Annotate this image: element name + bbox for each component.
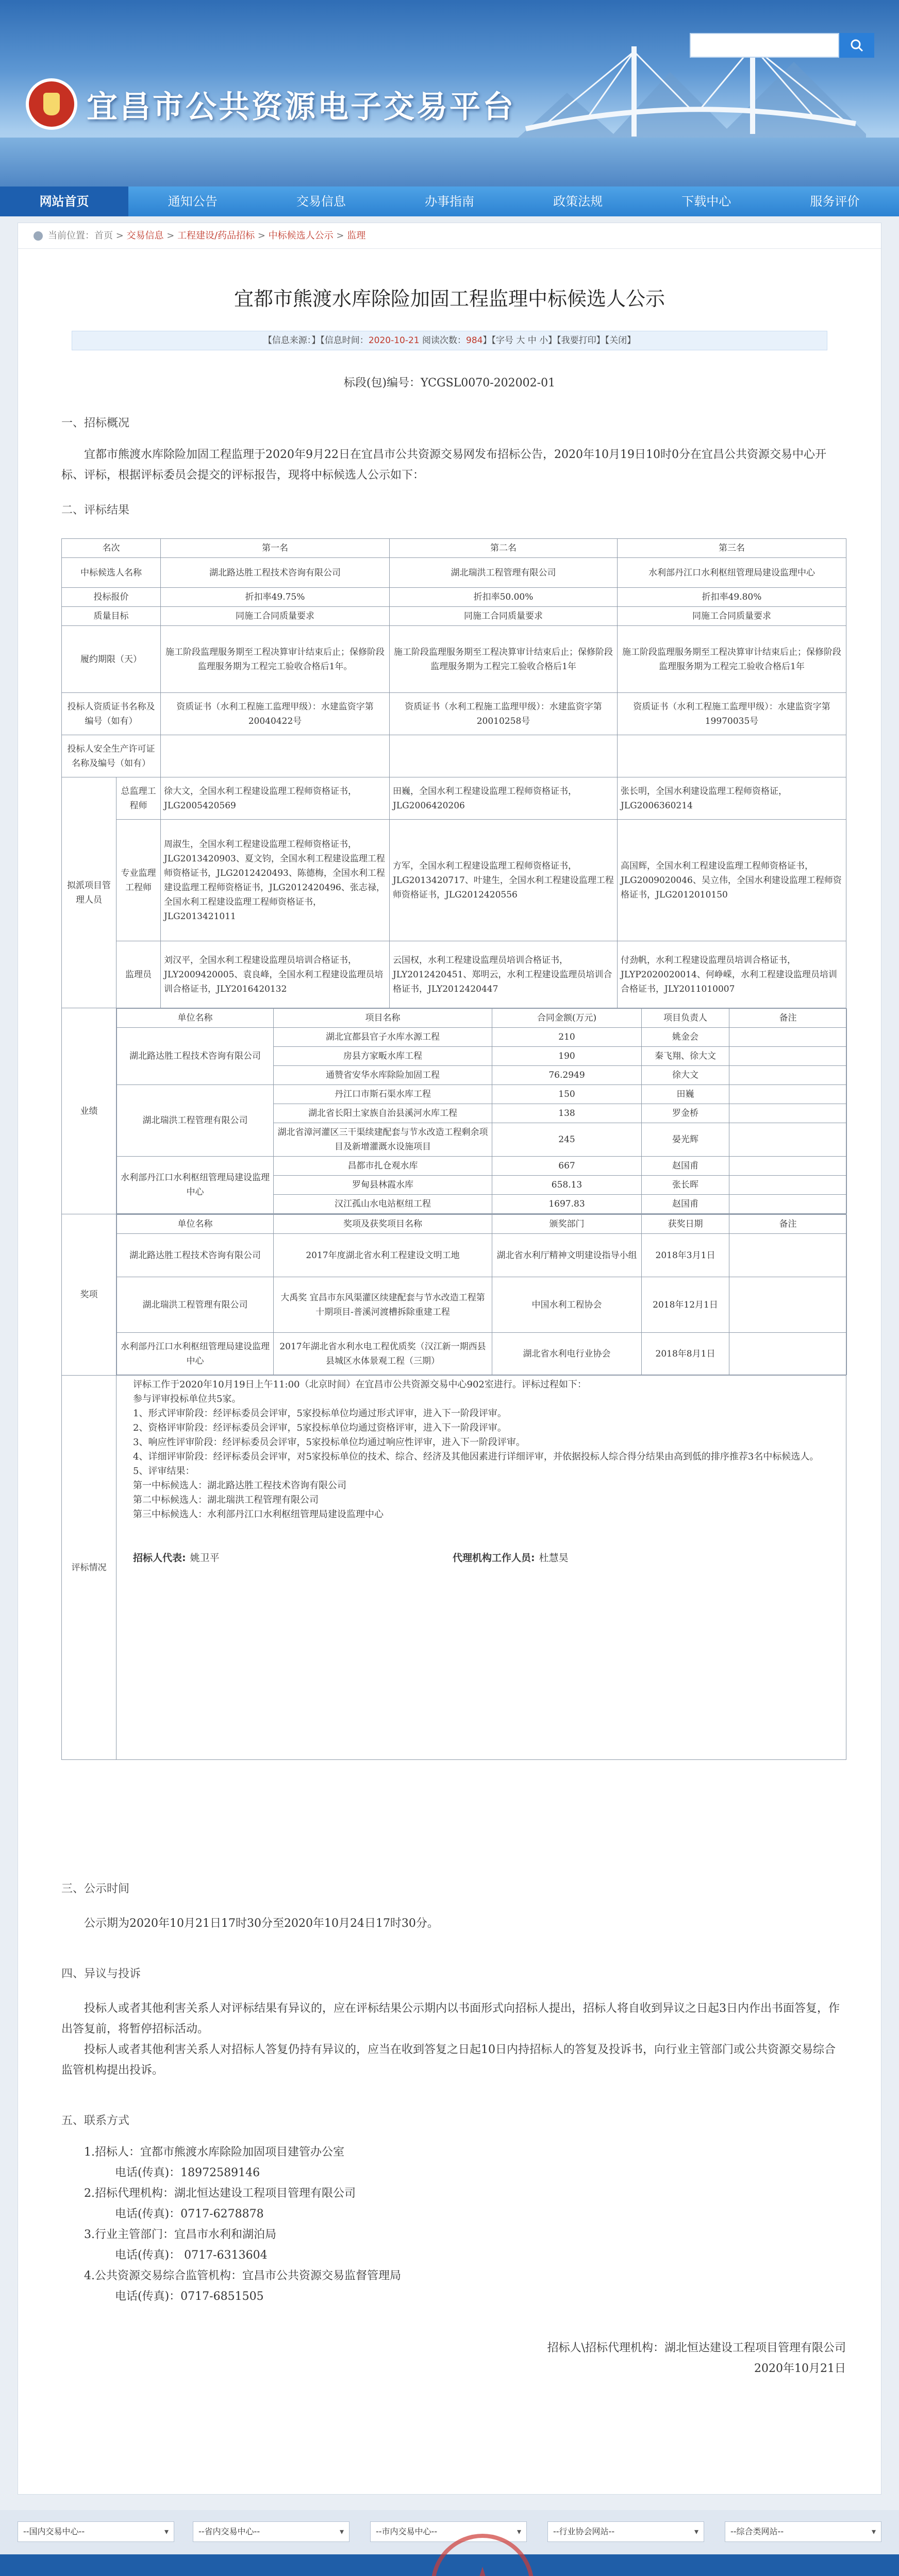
table-row bbox=[62, 558, 846, 588]
tenderer-rep-label: 招标人代表: bbox=[133, 1552, 186, 1564]
perf-cell: 田巍 bbox=[642, 1085, 729, 1104]
perf-cell: 通赞省安华水库除险加固工程 bbox=[274, 1066, 492, 1085]
award-header-cell: 获奖日期 bbox=[642, 1215, 729, 1234]
award-cell: 2018年12月1日 bbox=[642, 1277, 729, 1333]
award-cell: 湖北路达胜工程技术咨询有限公司 bbox=[117, 1234, 274, 1277]
table-row bbox=[62, 820, 846, 941]
eval-line: 参与评审投标单位共5家。 bbox=[133, 1394, 241, 1404]
table-cell: 资质证书（水利工程施工监理甲级）：水建监资字第19970035号 bbox=[618, 693, 846, 735]
select-city-centers[interactable]: --市内交易中心-- ▾ bbox=[370, 2521, 527, 2542]
perf-header-cell: 备注 bbox=[729, 1009, 847, 1028]
table-row bbox=[62, 777, 846, 820]
agent-staff-value: 杜慧昊 bbox=[539, 1552, 569, 1564]
eval-line: 第三中标候选人：水利部丹江口水利枢纽管理局建设监理中心 bbox=[133, 1509, 384, 1520]
info-time-value: 2020-10-21 bbox=[368, 335, 420, 346]
award-cell: 2018年8月1日 bbox=[642, 1333, 729, 1375]
table-header-row bbox=[62, 539, 846, 558]
perf-cell: 房县方家畈水库工程 bbox=[274, 1047, 492, 1066]
eval-line: 2、资格评审阶段：经评标委员会评审，5家投标单位均通过资格评审，进入下一阶段评审。 bbox=[133, 1422, 507, 1433]
table-cell: 折扣率49.80% bbox=[618, 588, 846, 607]
eval-line: 评标工作于2020年10月19日上午11:00（北京时间）在宜昌市公共资源交易中心902室进行。评标过程如下： bbox=[133, 1379, 587, 1390]
perf-cell bbox=[729, 1066, 847, 1085]
perf-cell: 张长晖 bbox=[642, 1176, 729, 1195]
perf-unit: 水利部丹江口水利枢纽管理局建设监理中心 bbox=[117, 1157, 274, 1214]
table-cell: 湖北瑞洪工程管理有限公司 bbox=[390, 558, 618, 588]
perf-cell bbox=[729, 1028, 847, 1047]
table-cell bbox=[390, 735, 618, 777]
table-header-cell: 第一名 bbox=[161, 539, 390, 558]
nav-feedback[interactable]: 服务评价 bbox=[810, 194, 860, 209]
info-views-value: 984 bbox=[466, 335, 483, 346]
select-province-centers[interactable]: --省内交易中心-- ▾ bbox=[193, 2521, 349, 2542]
table-header-cell: 名次 bbox=[62, 539, 161, 558]
table-cell: 周淑生，全国水利工程建设监理工程师资格证书，JLG2013420903、夏文钧，全国水利工程建设监理工程师资格证书，JLG2012420493、陈德梅，全国水利工程建设监理工程师资格证书，JLG2012420496、张志禄，全国水利工程建设监理工程师资格证书，JLG2013421011 bbox=[161, 820, 390, 941]
award-cell: 2018年3月1日 bbox=[642, 1234, 729, 1277]
perf-cell: 徐大文 bbox=[642, 1066, 729, 1085]
table-cell: 湖北路达胜工程技术咨询有限公司 bbox=[161, 558, 390, 588]
select-general-sites[interactable]: --综合类网站-- ▾ bbox=[725, 2521, 881, 2542]
header-banner bbox=[0, 0, 899, 187]
perf-cell bbox=[729, 1085, 847, 1104]
table-cell: 高国辉，全国水利工程建设监理工程师资格证书，JLG2009020046、吴立伟，全国水利建设监理工程师资格证书，JLG2012010150 bbox=[618, 820, 846, 941]
evaluation-cell bbox=[116, 1376, 846, 1760]
page-title: 宜都市熊渡水库除险加固工程监理中标候选人公示 bbox=[234, 287, 665, 310]
table-cell: 折扣率50.00% bbox=[390, 588, 618, 607]
perf-cell: 昌都市扎仓观水库 bbox=[274, 1157, 492, 1176]
award-cell: 湖北省水利厅精神文明建设指导小组 bbox=[492, 1234, 642, 1277]
search-button[interactable] bbox=[839, 33, 874, 58]
award-cell: 水利部丹江口水利枢纽管理局建设监理中心 bbox=[117, 1333, 274, 1375]
table-cell: 施工阶段监理服务期至工程决算审计结束后止；保修阶段监理服务期为工程完工验收合格后1年。 bbox=[161, 626, 390, 693]
perf-cell: 150 bbox=[492, 1085, 642, 1104]
nav-downloads[interactable]: 下载中心 bbox=[681, 194, 731, 209]
perf-cell bbox=[729, 1195, 847, 1214]
table-cell bbox=[161, 735, 390, 777]
table-cell: 田巍，全国水利工程建设监理工程师资格证书，JLG2006420206 bbox=[390, 777, 618, 820]
footer bbox=[0, 2554, 899, 2576]
info-bar bbox=[72, 331, 827, 350]
contact-phone: 电话(传真)：0717-6851505 bbox=[115, 2290, 264, 2303]
perf-cell: 湖北宜都县官子水库水源工程 bbox=[274, 1028, 492, 1047]
perf-cell: 赵国甫 bbox=[642, 1195, 729, 1214]
table-cell: 质量目标 bbox=[62, 607, 161, 626]
perf-cell: 姚金会 bbox=[642, 1028, 729, 1047]
table-cell bbox=[618, 735, 846, 777]
table-cell: 资质证书（水利工程施工监理甲级）：水建监资字第20010258号 bbox=[390, 693, 618, 735]
perf-cell: 658.13 bbox=[492, 1176, 642, 1195]
award-cell: 湖北省水利电行业协会 bbox=[492, 1333, 642, 1375]
table-cell: 徐大文，全国水利工程建设监理工程师资格证书，JLG2005420569 bbox=[161, 777, 390, 820]
perf-header-cell: 单位名称 bbox=[117, 1009, 274, 1028]
award-cell: 大禹奖 宜昌市东风渠灌区续建配套与节水改造工程第十期项目-普溪河渡槽拆除重建工程 bbox=[274, 1277, 492, 1333]
breadcrumb-sep: > bbox=[113, 230, 127, 241]
perf-cell: 丹江口市斯石渠水库工程 bbox=[274, 1085, 492, 1104]
perf-cell bbox=[729, 1123, 847, 1157]
section5-title: 五、联系方式 bbox=[61, 2114, 130, 2127]
table-cell: 监理员 bbox=[116, 941, 161, 1008]
results-table bbox=[61, 538, 846, 1760]
section3-title: 三、公示时间 bbox=[61, 1883, 130, 1895]
breadcrumb-candidates[interactable]: 中标候选人公示 bbox=[268, 230, 334, 241]
tenderer-rep-value: 姚卫平 bbox=[190, 1552, 220, 1564]
perf-cell: 晏光辉 bbox=[642, 1123, 729, 1157]
contacts-list bbox=[61, 2142, 846, 2307]
eval-line: 4、详细评审阶段：经评标委员会评审，对5家投标单位的技术、综合、经济及其他因素进行详细评审，并依据投标人综合得分结果由高到低的排序推荐3名中标候选人。 bbox=[133, 1451, 819, 1462]
lower-sections bbox=[61, 1880, 846, 2379]
agent-staff-label: 代理机构工作人员: bbox=[453, 1552, 535, 1564]
info-source-label: 【信息来源： bbox=[263, 335, 312, 346]
select-national-centers[interactable]: --国内交易中心-- ▾ bbox=[18, 2521, 174, 2542]
breadcrumb-sep: > bbox=[333, 230, 347, 241]
eval-line: 1、形式评审阶段：经评标委员会评审，5家投标单位均通过形式评审，进入下一阶段评审。 bbox=[133, 1408, 507, 1419]
table-cell: 投标人安全生产许可证名称及编号（如有） bbox=[62, 735, 161, 777]
table-row bbox=[62, 626, 846, 693]
perf-cell: 秦飞翔、徐大文 bbox=[642, 1047, 729, 1066]
search-icon bbox=[850, 39, 863, 52]
award-cell bbox=[729, 1333, 847, 1375]
table-cell: 施工阶段监理服务期至工程决算审计结束后止；保修阶段监理服务期为工程完工验收合格后1年 bbox=[618, 626, 846, 693]
table-header-cell: 第二名 bbox=[390, 539, 618, 558]
perf-cell: 138 bbox=[492, 1104, 642, 1123]
table-cell: 资质证书（水利工程施工监理甲级）：水建监资字第20040422号 bbox=[161, 693, 390, 735]
award-cell bbox=[729, 1234, 847, 1277]
signature-date: 2020年10月21日 bbox=[754, 2362, 846, 2375]
perf-cell bbox=[729, 1157, 847, 1176]
signature-org: 招标人\招标代理机构：湖北恒达建设工程项目管理有限公司 bbox=[547, 2342, 846, 2354]
table-cell: 专业监理工程师 bbox=[116, 820, 161, 941]
award-label: 奖项 bbox=[62, 1214, 116, 1376]
table-cell: 投标人资质证书名称及编号（如有） bbox=[62, 693, 161, 735]
section1-title: 一、招标概况 bbox=[61, 417, 130, 430]
award-cell: 2017年度湖北省水利工程建设文明工地 bbox=[274, 1234, 492, 1277]
perf-cell: 湖北省漳河灌区三干渠续建配套与节水改造工程剩余项目及新增灌溉水设施项目 bbox=[274, 1123, 492, 1157]
table-row bbox=[62, 1214, 846, 1376]
nav-policy[interactable]: 政策法规 bbox=[553, 194, 603, 209]
site-title[interactable]: 宜昌市公共资源电子交易平台 bbox=[87, 89, 515, 125]
nav-trade-info[interactable]: 交易信息 bbox=[296, 194, 346, 209]
table-row bbox=[62, 735, 846, 777]
table-cell: 张长明，全国水利建设监理工程师资格证，JLG2006360214 bbox=[618, 777, 846, 820]
info-time-label: 【信息时间： bbox=[320, 335, 369, 346]
section3-body: 公示期为2020年10月21日17时30分至2020年10月24日17时30分。 bbox=[84, 1917, 439, 1930]
table-row bbox=[62, 693, 846, 735]
contact-phone: 电话(传真)： 0717-6313604 bbox=[115, 2249, 268, 2262]
evaluation-label: 评标情况 bbox=[62, 1376, 116, 1760]
contact-line: 3.行业主管部门：宜昌市水利和湖泊局 bbox=[84, 2228, 276, 2241]
table-cell: 中标候选人名称 bbox=[62, 558, 161, 588]
location-icon bbox=[34, 231, 43, 241]
contact-line: 4.公共资源交易综合监管机构：宜昌市公共资源交易监督管理局 bbox=[84, 2269, 401, 2282]
info-views-label: 阅读次数： bbox=[422, 335, 467, 346]
table-cell: 总监理工程师 bbox=[116, 777, 161, 820]
table-cell: 云国权，水利工程建设监理员培训合格证书，JLY2012420451、郑明云，水利工程建设监理员培训合格证书，JLY2012420447 bbox=[390, 941, 618, 1008]
perf-cell: 190 bbox=[492, 1047, 642, 1066]
breadcrumb-supervision[interactable]: 监理 bbox=[347, 230, 366, 241]
table-row bbox=[62, 607, 846, 626]
perf-header-cell: 项目名称 bbox=[274, 1009, 492, 1028]
contact-phone: 电话(传真)：0717-6278878 bbox=[115, 2208, 264, 2221]
perf-cell: 245 bbox=[492, 1123, 642, 1157]
table-row bbox=[62, 1376, 846, 1760]
perf-unit: 湖北瑞洪工程管理有限公司 bbox=[117, 1085, 274, 1157]
contact-phone: 电话(传真)：18972589146 bbox=[115, 2166, 260, 2179]
eval-line: 第二中标候选人：湖北瑞洪工程管理有限公司 bbox=[133, 1495, 319, 1505]
perf-cell bbox=[729, 1104, 847, 1123]
table-row bbox=[62, 588, 846, 607]
award-cell bbox=[729, 1277, 847, 1333]
breadcrumb bbox=[18, 223, 881, 249]
award-header-cell: 颁奖部门 bbox=[492, 1215, 642, 1234]
perf-unit: 湖北路达胜工程技术咨询有限公司 bbox=[117, 1028, 274, 1085]
perf-cell: 湖北省长阳土家族自治县溪河水库工程 bbox=[274, 1104, 492, 1123]
award-cell: 2017年湖北省水利水电工程优质奖（汉江新一期西县县城区水体景观工程（三期） bbox=[274, 1333, 492, 1375]
award-cell: 中国水利工程协会 bbox=[492, 1277, 642, 1333]
table-cell: 同施工合同质量要求 bbox=[390, 607, 618, 626]
award-header-cell: 单位名称 bbox=[117, 1215, 274, 1234]
info-source-value: 】 bbox=[311, 335, 321, 346]
nav-home[interactable]: 网站首页 bbox=[0, 187, 128, 216]
table-cell: 折扣率49.75% bbox=[161, 588, 390, 607]
select-industry-sites[interactable]: --行业协会网站-- ▾ bbox=[547, 2521, 704, 2542]
perf-cell: 罗金桥 bbox=[642, 1104, 729, 1123]
breadcrumb-sep: > bbox=[255, 230, 269, 241]
perf-cell: 汉江孤山水电站枢纽工程 bbox=[274, 1195, 492, 1214]
award-header-cell: 奖项及获奖项目名称 bbox=[274, 1215, 492, 1234]
main-nav bbox=[0, 187, 899, 216]
sign-row bbox=[133, 1551, 829, 1565]
contact-line: 2.招标代理机构：湖北恒达建设工程项目管理有限公司 bbox=[84, 2187, 356, 2200]
table-cell: 同施工合同质量要求 bbox=[161, 607, 390, 626]
table-cell: 方军，全国水利工程建设监理工程师资格证书，JLG2013420717、叶建生，全国水利工程建设监理工程师资格证书，JLG2012420556 bbox=[390, 820, 618, 941]
contact-line: 1.招标人：宜都市熊渡水库除险加固项目建管办公室 bbox=[84, 2146, 344, 2159]
award-header-cell: 备注 bbox=[729, 1215, 847, 1234]
performance-label: 业绩 bbox=[62, 1008, 116, 1214]
perf-cell bbox=[729, 1047, 847, 1066]
award-cell: 湖北瑞洪工程管理有限公司 bbox=[117, 1277, 274, 1333]
table-cell: 付劲帆，水利工程建设监理员培训合格证书，JLYP2020020014、何峥嵘，水利工程建设监理员培训合格证书，JLY2011010007 bbox=[618, 941, 846, 1008]
table-row bbox=[62, 1008, 846, 1214]
breadcrumb-home[interactable]: 首页 bbox=[94, 230, 113, 241]
site-logo[interactable] bbox=[26, 78, 77, 130]
perf-cell: 76.2949 bbox=[492, 1066, 642, 1085]
perf-cell: 罗甸县林霞水库 bbox=[274, 1176, 492, 1195]
table-row bbox=[62, 941, 846, 1008]
perf-header-cell: 项目负责人 bbox=[642, 1009, 729, 1028]
section1-body: 宜都市熊渡水库除险加固工程监理于2020年9月22日在宜昌市公共资源交易网发布招标公告，2020年10月19日10时0分在宜昌公共资源交易中心开标、评标，根据评标委员会提交的评标报告，现将中标候选人公示如下： bbox=[61, 448, 826, 482]
eval-line: 3、响应性评审阶段：经评标委员会评审，5家投标单位均通过响应性评审，进入下一阶段评审。 bbox=[133, 1437, 525, 1448]
award-table bbox=[116, 1214, 847, 1375]
search-input[interactable] bbox=[690, 33, 839, 58]
eval-line: 5、评审结果： bbox=[133, 1466, 195, 1477]
perf-cell bbox=[729, 1176, 847, 1195]
table-cell: 同施工合同质量要求 bbox=[618, 607, 846, 626]
table-cell: 投标报价 bbox=[62, 588, 161, 607]
nav-notices[interactable]: 通知公告 bbox=[168, 194, 218, 209]
content-panel bbox=[18, 223, 881, 2495]
nav-guide[interactable]: 办事指南 bbox=[424, 194, 474, 209]
eval-line: 第一中标候选人：湖北路达胜工程技术咨询有限公司 bbox=[133, 1480, 346, 1491]
personnel-label: 拟派项目管理人员 bbox=[62, 777, 116, 1008]
table-cell: 刘汉平，全国水利工程建设监理员培训合格证书，JLY2009420005、袁良峰，全国水利工程建设监理员培训合格证书，JLY2016420132 bbox=[161, 941, 390, 1008]
table-cell: 履约期限（天） bbox=[62, 626, 161, 693]
table-cell: 水利部丹江口水利枢纽管理局建设监理中心 bbox=[618, 558, 846, 588]
table-cell: 施工阶段监理服务期至工程决算审计结束后止；保修阶段监理服务期为工程完工验收合格后1年 bbox=[390, 626, 618, 693]
info-tools[interactable]: 】【字号 大 中 小】【我要打印】【关闭】 bbox=[482, 335, 636, 346]
section4-title: 四、异议与投诉 bbox=[61, 1968, 141, 1980]
performance-table bbox=[116, 1008, 847, 1214]
breadcrumb-engineering[interactable]: 工程建设/药品招标 bbox=[177, 230, 255, 241]
water-band bbox=[0, 138, 899, 187]
breadcrumb-prefix: 当前位置： bbox=[48, 230, 94, 241]
perf-cell: 赵国甫 bbox=[642, 1157, 729, 1176]
perf-header-cell: 合同金额(万元) bbox=[492, 1009, 642, 1028]
breadcrumb-sep: > bbox=[163, 230, 178, 241]
table-header-cell: 第三名 bbox=[618, 539, 846, 558]
bid-number: 标段(包)编号：YCGSL0070-202002-01 bbox=[343, 377, 556, 389]
section2-title: 二、评标结果 bbox=[61, 504, 130, 517]
perf-cell: 667 bbox=[492, 1157, 642, 1176]
breadcrumb-trade-info[interactable]: 交易信息 bbox=[126, 230, 164, 241]
section4-body1: 投标人或者其他利害关系人对评标结果有异议的，应在评标结果公示期内以书面形式向招标人提出，招标人将自收到异议之日起3日内作出书面答复，作出答复前，将暂停招标活动。 bbox=[61, 2002, 840, 2036]
perf-cell: 1697.83 bbox=[492, 1195, 642, 1214]
perf-cell: 210 bbox=[492, 1028, 642, 1047]
section4-body2: 投标人或者其他利害关系人对招标人答复仍持有异议的，应当在收到答复之日起10日内持招标人的答复及投诉书，向行业主管部门或公共资源交易综合监管机构提出投诉。 bbox=[61, 2043, 836, 2077]
